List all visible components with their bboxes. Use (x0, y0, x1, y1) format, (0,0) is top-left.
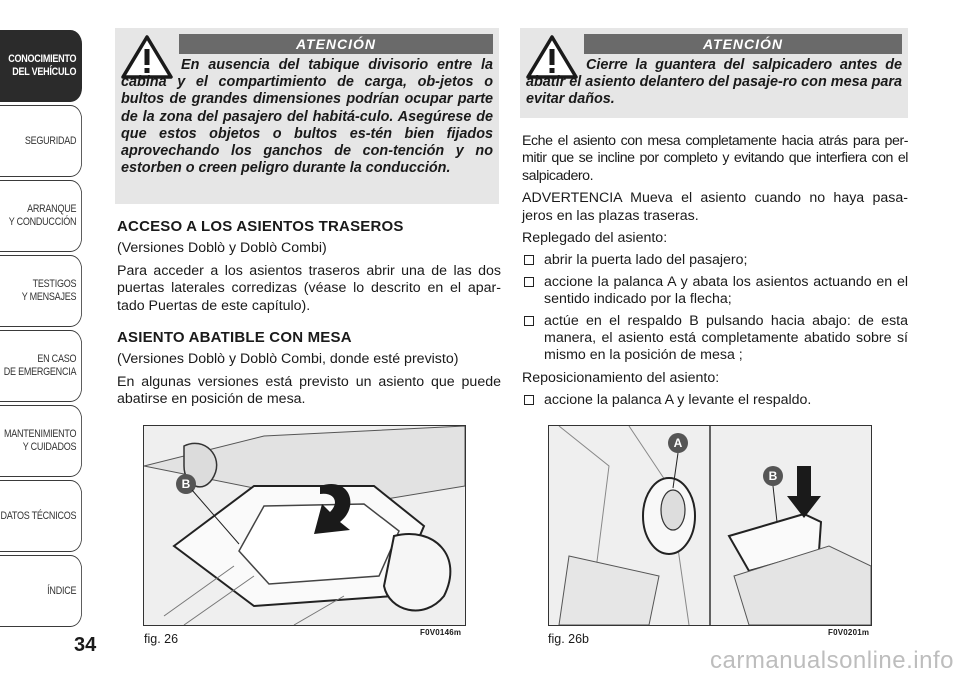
figure-26b (548, 425, 872, 626)
section-body-asiento: En algunas versiones está previsto un asiento que puede abatirse en posición de mesa. (117, 373, 501, 408)
reposition-steps-list (522, 392, 908, 409)
checkbox-bullet-icon (524, 277, 534, 287)
page-number: 34 (74, 634, 97, 656)
seat-fold-illustration (549, 426, 871, 625)
intro-paragraph: Eche el asiento con mesa completamente hacia atrás para per-mitir que se incline por completo y evitando que interfiera con el salpicadero. (522, 133, 908, 184)
list-item: abrir la puerta lado del pasajero; (522, 252, 908, 269)
seat-table-illustration (144, 426, 465, 625)
label-b: B (768, 469, 778, 483)
reposition-title: Reposicionamiento del asiento: (522, 369, 720, 386)
right-column (522, 133, 908, 415)
warning-text: Cierre la guantera del salpicadero antes de abatir el asiento delantero del pasaje-ro con mesa para evitar daños. (526, 57, 902, 108)
warning-box-left (115, 28, 499, 204)
section-subheading-acceso: (Versiones Doblò y Doblò Combi) (117, 240, 327, 257)
tab-datos-tecnicos[interactable]: DATOS TÉCNICOS (0, 480, 82, 552)
checkbox-bullet-icon (524, 316, 534, 326)
tab-conocimiento-del-vehiculo[interactable]: CONOCIMIENTO DEL VEHÍCULO (0, 30, 82, 102)
list-item: accione la palanca A y levante el respaldo. (522, 392, 908, 409)
section-body-acceso: Para acceder a los asientos traseros abrir una de las dos puertas laterales corredizas (véase lo descrito en el apar-tado Puertas de este capítulo). (117, 262, 501, 314)
warning-box-right (520, 28, 908, 118)
fold-title: Replegado del asiento: (522, 230, 668, 247)
figure-26 (143, 425, 466, 626)
checkbox-bullet-icon (524, 255, 534, 265)
section-heading-asiento: ASIENTO ABATIBLE CON MESA (117, 329, 352, 347)
warning-title-bar: ATENCIÓN (584, 34, 902, 54)
figure-caption: fig. 26b (548, 632, 590, 646)
tab-en-caso-de-emergencia[interactable]: EN CASO DE EMERGENCIA (0, 330, 82, 402)
tab-testigos-y-mensajes[interactable]: TESTIGOS Y MENSAJES (0, 255, 82, 327)
list-item: actúe en el respaldo B pulsando hacia abajo: de esta manera, el asiento está completamente abatido sobre sí mismo en la posición de mesa ; (522, 313, 908, 365)
tab-mantenimiento-y-cuidados[interactable]: MANTENIMIENTO Y CUIDADOS (0, 405, 82, 477)
section-subheading-asiento: (Versiones Doblò y Doblò Combi, donde esté previsto) (117, 351, 459, 368)
section-heading-acceso: ACCESO A LOS ASIENTOS TRASEROS (117, 218, 404, 235)
figure-code: F0V0201m (828, 628, 870, 637)
warning-title-bar: ATENCIÓN (179, 34, 493, 54)
left-column (117, 218, 501, 414)
tab-seguridad[interactable]: SEGURIDAD (0, 105, 82, 177)
figure-code: F0V0146m (420, 628, 462, 637)
tab-arranque-y-conduccion[interactable]: ARRANQUE Y CONDUCCIÓN (0, 180, 82, 252)
advertencia-paragraph: ADVERTENCIA Mueva el asiento cuando no haya pasa-jeros en las plazas traseras. (522, 190, 908, 224)
checkbox-bullet-icon (524, 395, 534, 405)
list-item: accione la palanca A y abata los asientos actuando en el sentido indicado por la flecha; (522, 274, 908, 309)
label-b: B (181, 477, 191, 491)
tab-indice[interactable]: ÍNDICE (0, 555, 82, 627)
warning-text: En ausencia del tabique divisorio entre la cabina y el compartimiento de carga, ob-jetos o bultos de grandes dimensiones podrían ocupar parte de la zona del pasajero del habitá-culo. Asegúrese de que estos objetos o bultos es-tén bien fijados aprovechando los ganchos de con-tención y no estorben o creen peligro durante la conducción. (121, 57, 493, 177)
fold-steps-list (522, 252, 908, 364)
label-a: A (673, 436, 683, 450)
figure-caption: fig. 26 (144, 632, 179, 646)
watermark: carmanualsonline.info (710, 647, 954, 674)
